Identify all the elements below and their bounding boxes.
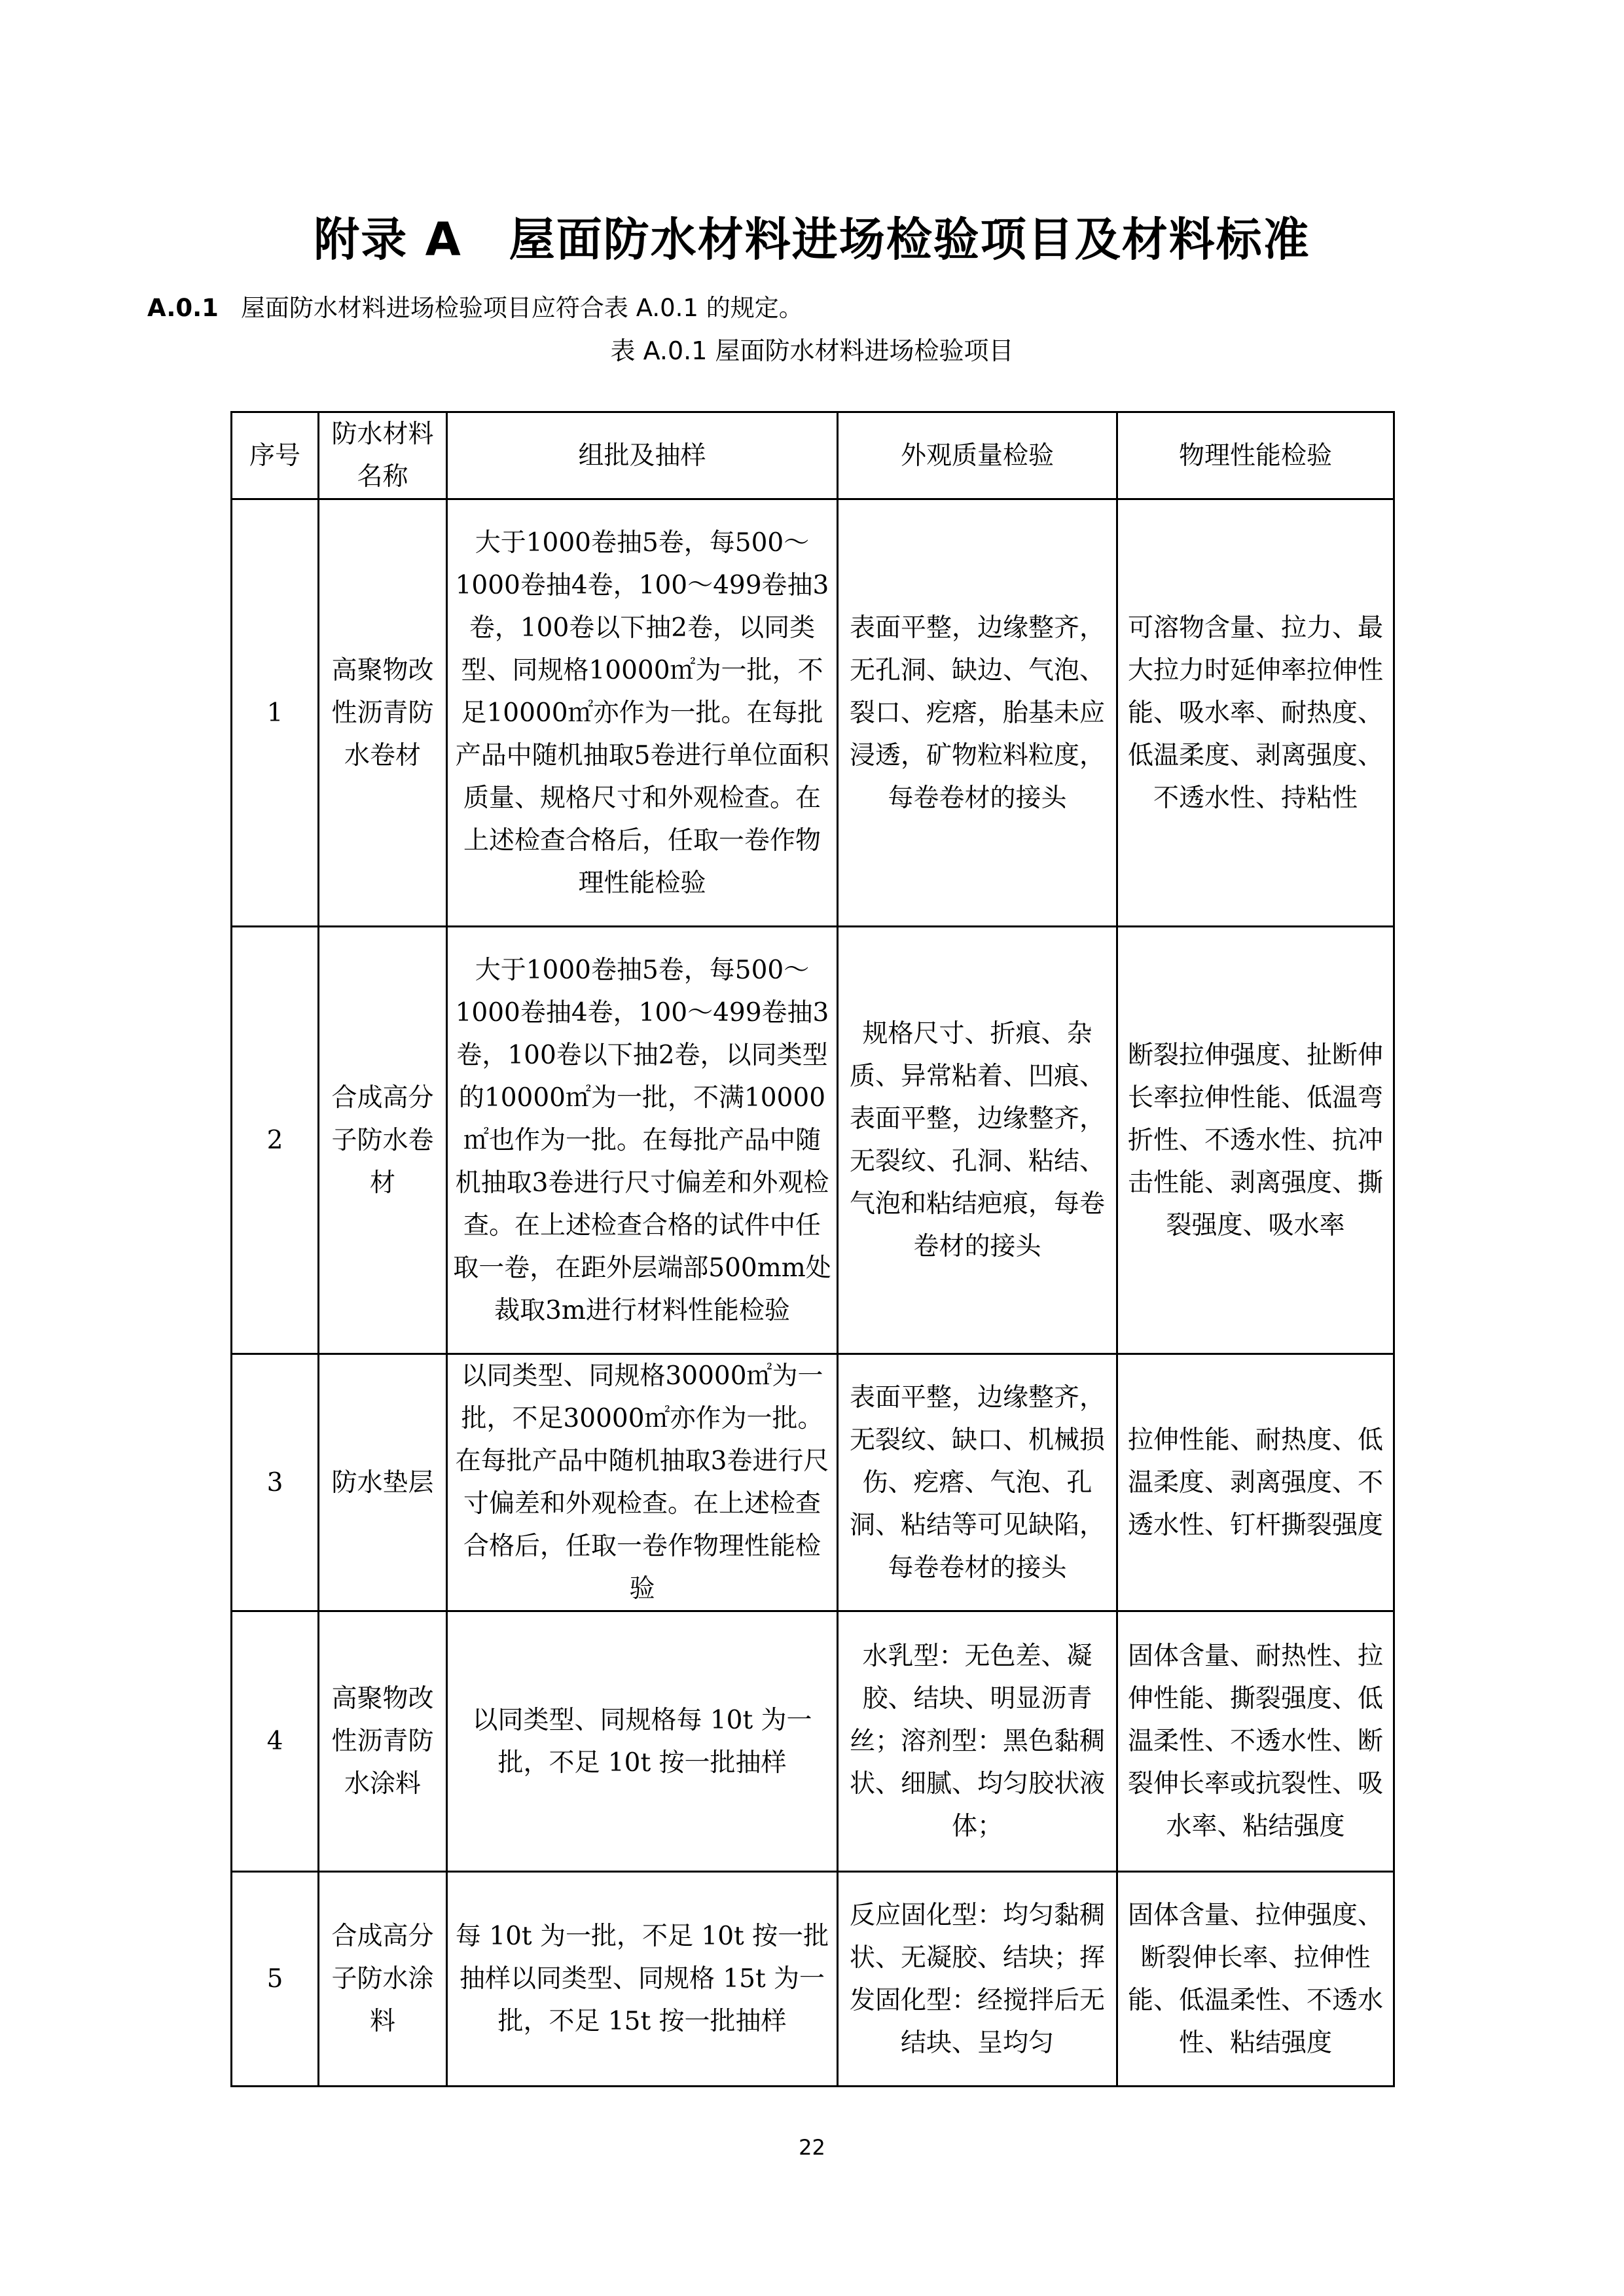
row-material-name: 合成高分子防水涂料 <box>319 1872 447 2087</box>
header-sampling: 组批及抽样 <box>447 412 838 499</box>
row-appearance: 表面平整，边缘整齐，无裂纹、缺口、机械损伤、疙瘩、气泡、孔洞、粘结等可见缺陷，每卷卷材的接头 <box>838 1354 1117 1611</box>
row-sampling: 大于1000卷抽5卷，每500～1000卷抽4卷，100～499卷抽3卷，100卷以下抽2卷，以同类型的10000㎡为一批，不满10000㎡也作为一批。在每批产品中随机抽取3卷进行尺寸偏差和外观检查。在上述检查合格的试件中任取一卷，在距外层端部500mm处裁取3m进行材料性能检验 <box>447 927 838 1354</box>
row-material-name: 高聚物改性沥青防水卷材 <box>319 499 447 927</box>
row-physical: 断裂拉伸强度、扯断伸长率拉伸性能、低温弯折性、不透水性、抗冲击性能、剥离强度、撕裂强度、吸水率 <box>1117 927 1394 1354</box>
table-row <box>232 1611 1394 1872</box>
table-row <box>232 499 1394 927</box>
table-row <box>232 927 1394 1354</box>
clause-text: 屋面防水材料进场检验项目应符合表 A.0.1 的规定。 <box>240 294 803 322</box>
row-physical: 固体含量、拉伸强度、断裂伸长率、拉伸性能、低温柔性、不透水性、粘结强度 <box>1117 1872 1394 2087</box>
row-sampling: 每 10t 为一批，不足 10t 按一批抽样以同类型、同规格 15t 为一批，不足 15t 按一批抽样 <box>447 1872 838 2087</box>
row-no: 2 <box>232 927 319 1354</box>
header-physical: 物理性能检验 <box>1117 412 1394 499</box>
row-appearance: 表面平整，边缘整齐，无孔洞、缺边、气泡、裂口、疙瘩，胎基未应浸透，矿物粒料粒度，每卷卷材的接头 <box>838 499 1117 927</box>
inspection-table <box>230 411 1395 2087</box>
table-row <box>232 1872 1394 2087</box>
header-material-name: 防水材料名称 <box>319 412 447 499</box>
header-no: 序号 <box>232 412 319 499</box>
row-material-name: 高聚物改性沥青防水涂料 <box>319 1611 447 1872</box>
row-appearance: 规格尺寸、折痕、杂质、异常粘着、凹痕、表面平整，边缘整齐，无裂纹、孔洞、粘结、气泡和粘结疤痕，每卷卷材的接头 <box>838 927 1117 1354</box>
row-physical: 拉伸性能、耐热度、低温柔度、剥离强度、不透水性、钉杆撕裂强度 <box>1117 1354 1394 1611</box>
row-appearance: 水乳型：无色差、凝胶、结块、明显沥青丝；溶剂型：黑色黏稠状、细腻、均匀胶状液体； <box>838 1611 1117 1872</box>
row-sampling: 大于1000卷抽5卷，每500～1000卷抽4卷，100～499卷抽3卷，100卷以下抽2卷，以同类型、同规格10000㎡为一批，不足10000㎡亦作为一批。在每批产品中随机抽取5卷进行单位面积质量、规格尺寸和外观检查。在上述检查合格后，任取一卷作物理性能检验 <box>447 499 838 927</box>
clause-a01 <box>147 288 803 323</box>
row-sampling: 以同类型、同规格每 10t 为一批，不足 10t 按一批抽样 <box>447 1611 838 1872</box>
row-material-name: 合成高分子防水卷材 <box>319 927 447 1354</box>
row-sampling: 以同类型、同规格30000㎡为一批，不足30000㎡亦作为一批。在每批产品中随机抽取3卷进行尺寸偏差和外观检查。在上述检查合格后，任取一卷作物理性能检验 <box>447 1354 838 1611</box>
appendix-title: 附录 A 屋面防水材料进场检验项目及材料标准 <box>314 213 1310 266</box>
row-no: 1 <box>232 499 319 927</box>
row-no: 3 <box>232 1354 319 1611</box>
row-physical: 可溶物含量、拉力、最大拉力时延伸率拉伸性能、吸水率、耐热度、低温柔度、剥离强度、不透水性、持粘性 <box>1117 499 1394 927</box>
row-appearance: 反应固化型：均匀黏稠状、无凝胶、结块；挥发固化型：经搅拌后无结块、呈均匀 <box>838 1872 1117 2087</box>
header-appearance: 外观质量检验 <box>838 412 1117 499</box>
table-row <box>232 1354 1394 1611</box>
row-physical: 固体含量、耐热性、拉伸性能、撕裂强度、低温柔性、不透水性、断裂伸长率或抗裂性、吸水率、粘结强度 <box>1117 1611 1394 1872</box>
page-number: 22 <box>799 2135 825 2160</box>
row-no: 4 <box>232 1611 319 1872</box>
table-header-row <box>232 412 1394 499</box>
clause-number: A.0.1 <box>147 294 219 322</box>
row-no: 5 <box>232 1872 319 2087</box>
row-material-name: 防水垫层 <box>319 1354 447 1611</box>
table-caption: 表 A.0.1 屋面防水材料进场检验项目 <box>610 336 1014 365</box>
